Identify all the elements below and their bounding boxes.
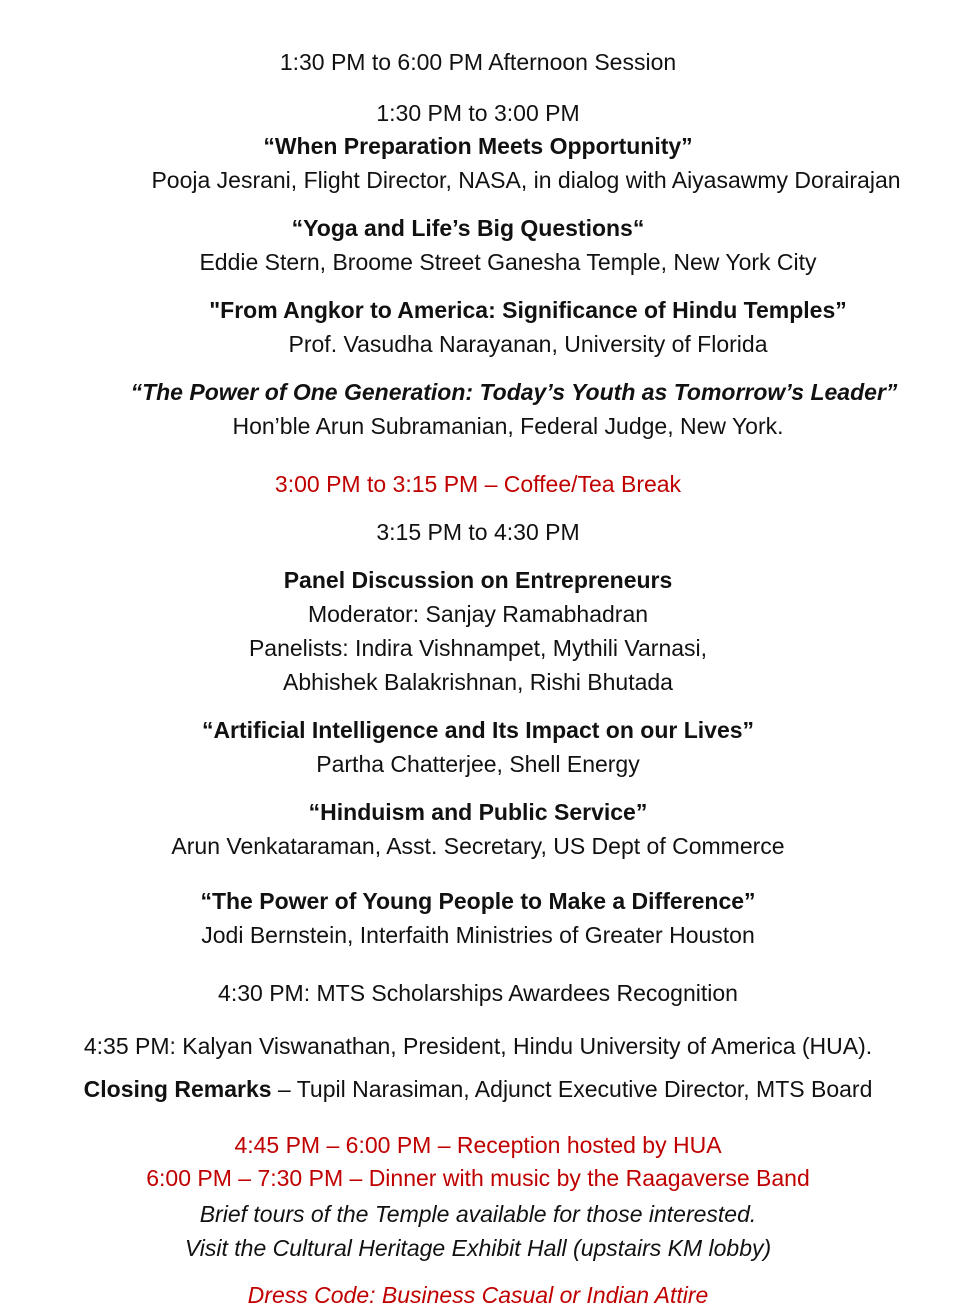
talk7-speaker: Jodi Bernstein, Interfaith Ministries of Greater Houston (201, 922, 755, 948)
talk5-speaker: Partha Chatterjee, Shell Energy (316, 751, 640, 777)
afternoon-session-heading: 1:30 PM to 6:00 PM Afternoon Session (279, 49, 677, 75)
talk1-speaker: Pooja Jesrani, Flight Director, NASA, in dialog with Aiyasawmy Dorairajan (151, 167, 901, 193)
panel-panelists-line1: Panelists: Indira Vishnampet, Mythili Varnasi, (248, 635, 708, 661)
panel-panelists-line2: Abhishek Balakrishnan, Rishi Bhutada (283, 669, 673, 695)
exhibit-note: Visit the Cultural Heritage Exhibit Hall (upstairs KM lobby) (184, 1235, 772, 1261)
reception-line: 4:45 PM – 6:00 PM – Reception hosted by HUA (234, 1132, 722, 1158)
talk2-title: “Yoga and Life’s Big Questions“ (291, 215, 645, 241)
recognition-line: 4:30 PM: MTS Scholarships Awardees Recognition (218, 980, 738, 1006)
coffee-break: 3:00 PM to 3:15 PM – Coffee/Tea Break (274, 471, 682, 497)
closing-remarks-line (0, 1072, 956, 1106)
closing-remarks-label: Closing Remarks (83, 1076, 272, 1102)
talk1-title: “When Preparation Meets Opportunity” (263, 133, 693, 159)
dinner-line: 6:00 PM – 7:30 PM – Dinner with music by the Raagaverse Band (146, 1165, 810, 1191)
dress-code: Dress Code: Business Casual or Indian Attire (247, 1282, 709, 1308)
talk5-title: “Artificial Intelligence and Its Impact on our Lives” (201, 717, 755, 743)
president-line: 4:35 PM: Kalyan Viswanathan, President, Hindu University of America (HUA). (83, 1033, 873, 1059)
tours-note: Brief tours of the Temple available for those interested. (199, 1201, 757, 1227)
closing-remarks-text: – Tupil Narasiman, Adjunct Executive Director, MTS Board (271, 1076, 873, 1102)
block2-time: 3:15 PM to 4:30 PM (376, 519, 580, 545)
talk6-speaker: Arun Venkataraman, Asst. Secretary, US Dept of Commerce (171, 833, 785, 859)
talk3-speaker: Prof. Vasudha Narayanan, University of Florida (288, 331, 768, 357)
talk6-title: “Hinduism and Public Service” (308, 799, 648, 825)
panel-title: Panel Discussion on Entrepreneurs (283, 567, 673, 593)
talk4-speaker: Hon’ble Arun Subramanian, Federal Judge, New York. (232, 413, 784, 439)
talk2-speaker: Eddie Stern, Broome Street Ganesha Temple, New York City (199, 249, 817, 275)
talk4-title: “The Power of One Generation: Today’s Youth as Tomorrow’s Leader” (130, 379, 898, 405)
talk7-title: “The Power of Young People to Make a Difference” (200, 888, 756, 914)
talk3-title: "From Angkor to America: Significance of Hindu Temples” (209, 297, 847, 323)
block1-time: 1:30 PM to 3:00 PM (376, 100, 580, 126)
panel-moderator: Moderator: Sanjay Ramabhadran (307, 601, 649, 627)
